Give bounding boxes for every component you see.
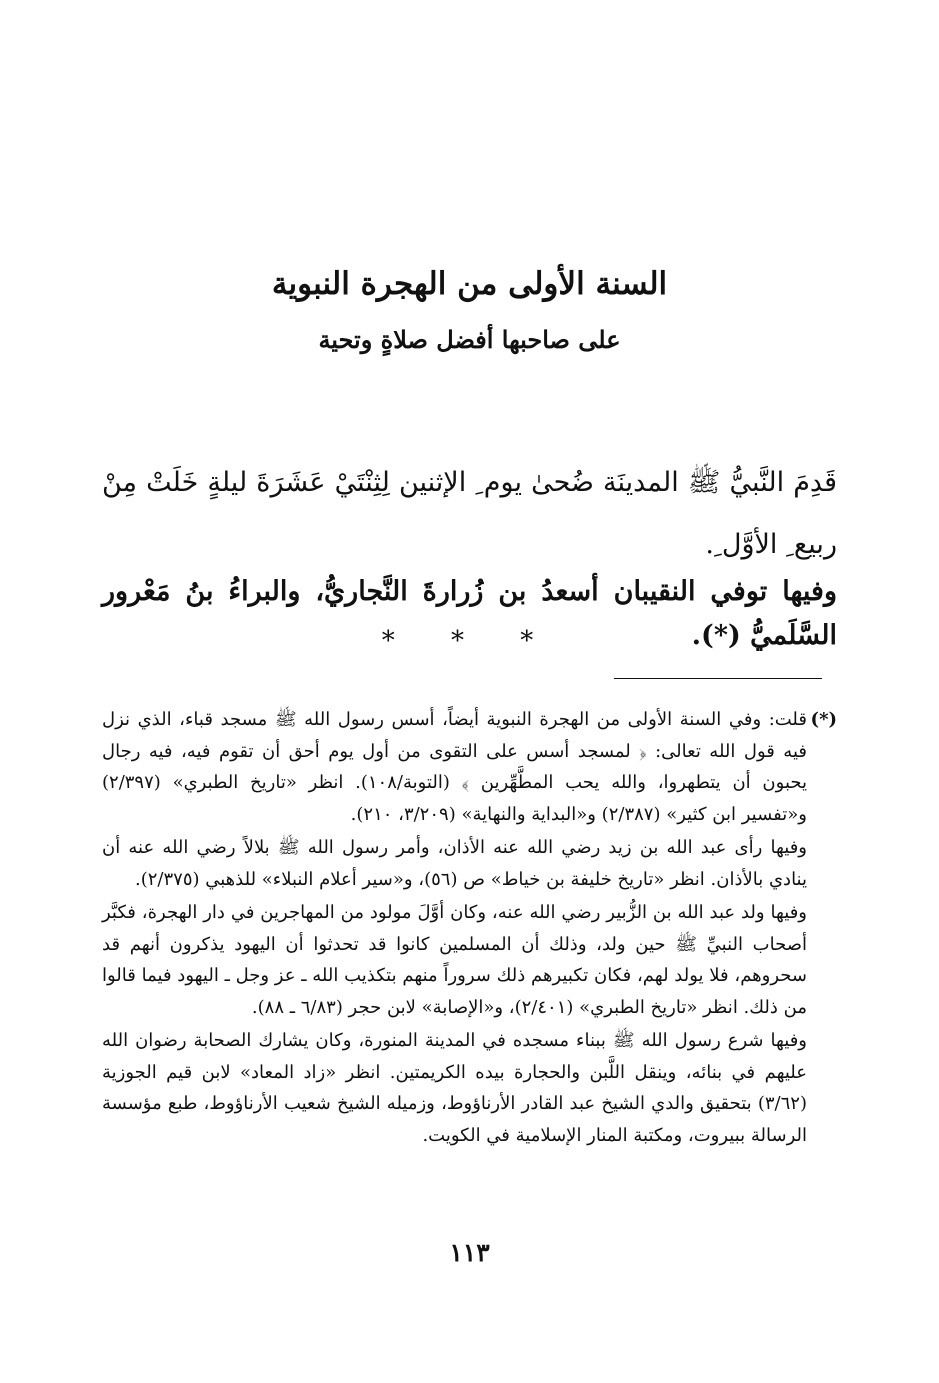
body-paragraph-arrival: قَدِمَ النَّبيُّ ﷺ المدينَة ضُحىٰ يوم ِ الإثنين لِثِنْتَيْ عَشَرَةَ ليلةٍ خَلَتْ مِنْ ربيع ِ الأوَّل ِ. <box>102 467 837 560</box>
page-number: ١١٣ <box>449 1238 490 1267</box>
footnote-marker: (*) <box>810 709 837 730</box>
footnote-item <box>102 1025 837 1151</box>
footnote-item <box>102 897 837 1023</box>
footnote-divider <box>614 678 822 679</box>
footnote-text-adhan: وفيها رأى عبد الله بن زيد رضي الله عنه الأذان، وأمر رسول الله ﷺ بلالاً رضي الله عنه أن ينادي بالأذان. انظر «تاريخ خليفة بن خياط» ص (٥٦)، و«سير أعلام النبلاء» للذهبي (٢/٣٧٥). <box>102 837 807 890</box>
body-paragraph-deaths: وفيها توفي النقيبان أسعدُ بن زُرارةَ النَّجاريُّ، والبراءُ بنُ مَعْرور السَّلَميُّ (*). <box>102 576 837 651</box>
footnote-text-ibn-zubayr: وفيها ولد عبد الله بن الزُّبير رضي الله عنه، وكان أوَّلَ مولود من المهاجرين في دار الهجرة، فكبَّر أصحاب النبيِّ ﷺ حين ولد، وذلك أن المسلمين كانوا قد تحدثوا أن اليهود يذكرون أنهم قد سحروهم، فلا يولد لهم، فكان تكبيرهم ذلك سروراً منهم بتكذيب الله ـ عز وجل ـ اليهود فيما قالوا من ذلك. انظر «تاريخ الطبري» (٢/٤٠١)، و«الإصابة» لابن حجر (٦/٨٣ ـ ٨٨). <box>102 902 807 1018</box>
footnote-item <box>102 832 837 895</box>
footnote-text-mosque: وفيها شرع رسول الله ﷺ ببناء مسجده في المدينة المنورة، وكان يشارك الصحابة رضوان الله عليهم في بنائه، وينقل اللَّبن والحجارة بيده الكريمتين. انظر «زاد المعاد» لابن قيم الجوزية (٣/٦٢) بتحقيق والدي الشيخ عبد القادر الأرناؤوط، وزميله الشيخ شعيب الأرناؤوط، طبع مؤسسة الرسالة ببيروت، ومكتبة المنار الإسلامية في الكويت. <box>102 1030 807 1146</box>
footnotes-section <box>102 704 837 1153</box>
section-separator: * * * <box>381 626 558 656</box>
footnote-item <box>102 704 837 830</box>
chapter-subtitle: على صاحبها أفضل صلاةٍ وتحية <box>318 325 621 354</box>
chapter-title: السنة الأولى من الهجرة النبوية <box>271 266 668 302</box>
footnote-text-quba: قلت: وفي السنة الأولى من الهجرة النبوية أيضاً، أسس رسول الله ﷺ مسجد قباء، الذي نزل فيه قول الله تعالى: ﴿ لمسجد أسس على التقوى من أول يوم أحق أن تقوم فيه، فيه رجال يحبون أن يتطهروا، والله يحب المطَّهِّرين ﴾ (التوبة/١٠٨). انظر «تاريخ الطبري» (٢/٣٩٧) و«تفسير ابن كثير» (٢/٣٨٧) و«البداية والنهاية» (٣/٢٠٩، ٢١٠). <box>102 709 808 825</box>
